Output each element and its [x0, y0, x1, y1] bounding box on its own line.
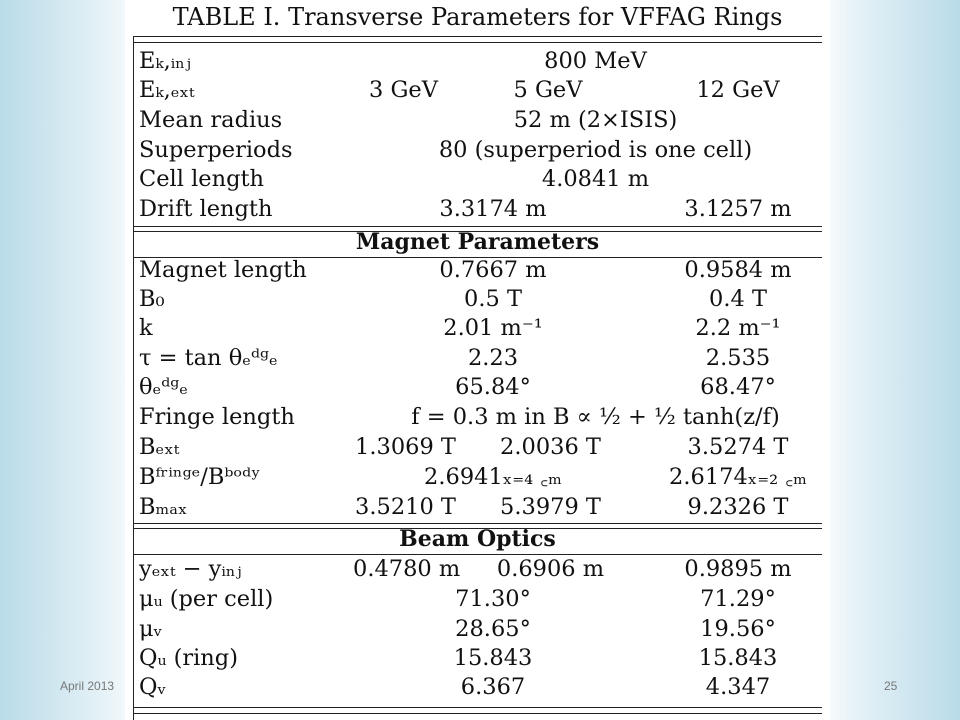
row-label: Qᵤ (ring) — [139, 645, 238, 671]
section-heading-magnet: Magnet Parameters — [355, 229, 600, 255]
value-3-5gev: 28.65° — [455, 616, 531, 642]
value-3-5gev: 0.7667 m — [439, 257, 547, 283]
row-label: Cell length — [139, 166, 265, 192]
row-label: Drift length — [139, 196, 273, 222]
value-5gev: 5 GeV — [513, 77, 583, 103]
footer-page-number: 25 — [884, 679, 898, 693]
bottom-rule-inner — [133, 713, 822, 714]
value-3-5gev: 65.84° — [455, 374, 531, 400]
value-all: 800 MeV — [544, 48, 647, 74]
table-row — [133, 256, 822, 285]
table-row — [133, 165, 822, 194]
bottom-rule — [133, 707, 822, 708]
table-row — [133, 555, 822, 584]
row-label: θₑᵈᵍₑ — [139, 374, 188, 400]
section-rule — [133, 226, 822, 227]
value-12gev: 3.5274 T — [687, 434, 789, 460]
table-row — [133, 673, 822, 702]
value-3-5gev: 6.367 — [460, 674, 526, 700]
row-label: Mean radius — [139, 107, 283, 133]
value-5gev: 0.6906 m — [496, 556, 605, 582]
table-page — [125, 0, 830, 720]
row-label: B₀ — [139, 286, 165, 312]
value-3-5gev: 2.23 — [467, 345, 519, 371]
table-row — [133, 403, 822, 432]
row-label: Magnet length — [139, 257, 307, 283]
row-label: Bₘₐₓ — [139, 494, 188, 520]
value-12gev: 19.56° — [700, 616, 776, 642]
value-12gev: 2.2 m⁻¹ — [695, 315, 781, 341]
row-label: yₑₓₜ − yᵢₙⱼ — [139, 556, 242, 582]
value-12gev: 15.843 — [698, 645, 778, 671]
table-row — [133, 76, 822, 105]
value-12gev: 3.1257 m — [684, 196, 792, 222]
value-all: 4.0841 m — [541, 166, 650, 192]
value-12gev: 68.47° — [700, 374, 776, 400]
table-row — [133, 47, 822, 76]
value-3-5gev: 0.5 T — [464, 286, 522, 312]
row-label: Eₖ,ₑₓₜ — [139, 77, 195, 103]
table-row — [133, 106, 822, 135]
value-12gev: 2.535 — [705, 345, 771, 371]
table-row — [133, 285, 822, 314]
top-rule-inner — [133, 42, 822, 43]
table-row — [133, 373, 822, 402]
value-12gev: 71.29° — [700, 586, 776, 612]
section-rule — [133, 523, 822, 524]
footer-date: April 2013 — [60, 679, 115, 693]
value-3-5gev: 71.30° — [455, 586, 531, 612]
table-row — [133, 585, 822, 614]
table-row — [133, 195, 822, 224]
row-label: Eₖ,ᵢₙⱼ — [139, 48, 191, 74]
table-title: TABLE I. Transverse Parameters for VFFAG Rings — [172, 3, 783, 31]
value-3gev: 3.5210 T — [355, 494, 456, 520]
section-heading-beam: Beam Optics — [399, 526, 556, 552]
row-label: Bₑₓₜ — [139, 434, 180, 460]
value-5gev: 2.0036 T — [500, 434, 601, 460]
table-row — [133, 314, 822, 343]
value-5gev: 5.3979 T — [500, 494, 601, 520]
value-3-5gev: 15.843 — [453, 645, 533, 671]
table-row — [133, 493, 822, 522]
value-all: f = 0.3 m in B ∝ ½ + ½ tanh(z/f) — [411, 404, 780, 430]
value-12gev: 4.347 — [705, 674, 771, 700]
value-3gev: 0.4780 m — [353, 556, 461, 582]
value-3gev: 1.3069 T — [355, 434, 456, 460]
row-label: μᵥ — [139, 616, 163, 642]
value-3gev: 3 GeV — [368, 77, 438, 103]
table-row — [133, 615, 822, 644]
row-label: τ = tan θₑᵈᵍₑ — [139, 345, 278, 371]
row-label: Fringe length — [139, 404, 295, 430]
value-12gev: 0.9584 m — [684, 257, 792, 283]
row-label: Qᵥ — [139, 674, 166, 700]
value-3-5gev: 3.3174 m — [439, 196, 547, 222]
row-label: k — [139, 315, 153, 341]
value-12gev: 9.2326 T — [687, 494, 789, 520]
value-12gev: 12 GeV — [696, 77, 780, 103]
value-all: 80 (superperiod is one cell) — [438, 137, 753, 163]
value-all: 52 m (2×ISIS) — [513, 107, 678, 133]
row-label: Superperiods — [139, 137, 293, 163]
row-label: μᵤ (per cell) — [139, 586, 274, 612]
value-12gev: 0.4 T — [709, 286, 767, 312]
value-3-5gev: 2.6941ₓ₌₄ ꜀ₘ — [424, 464, 562, 490]
value-12gev: 2.6174ₓ₌₂ ꜀ₘ — [669, 464, 807, 490]
table-row — [133, 644, 822, 673]
row-label: Bᶠʳⁱⁿᵍᵉ/Bᵇᵒᵈʸ — [139, 464, 261, 490]
table-row — [133, 136, 822, 165]
top-rule — [133, 36, 822, 37]
value-12gev: 0.9895 m — [684, 556, 792, 582]
table-row — [133, 433, 822, 462]
table-row — [133, 463, 822, 492]
value-3-5gev: 2.01 m⁻¹ — [443, 315, 543, 341]
table-row — [133, 344, 822, 373]
